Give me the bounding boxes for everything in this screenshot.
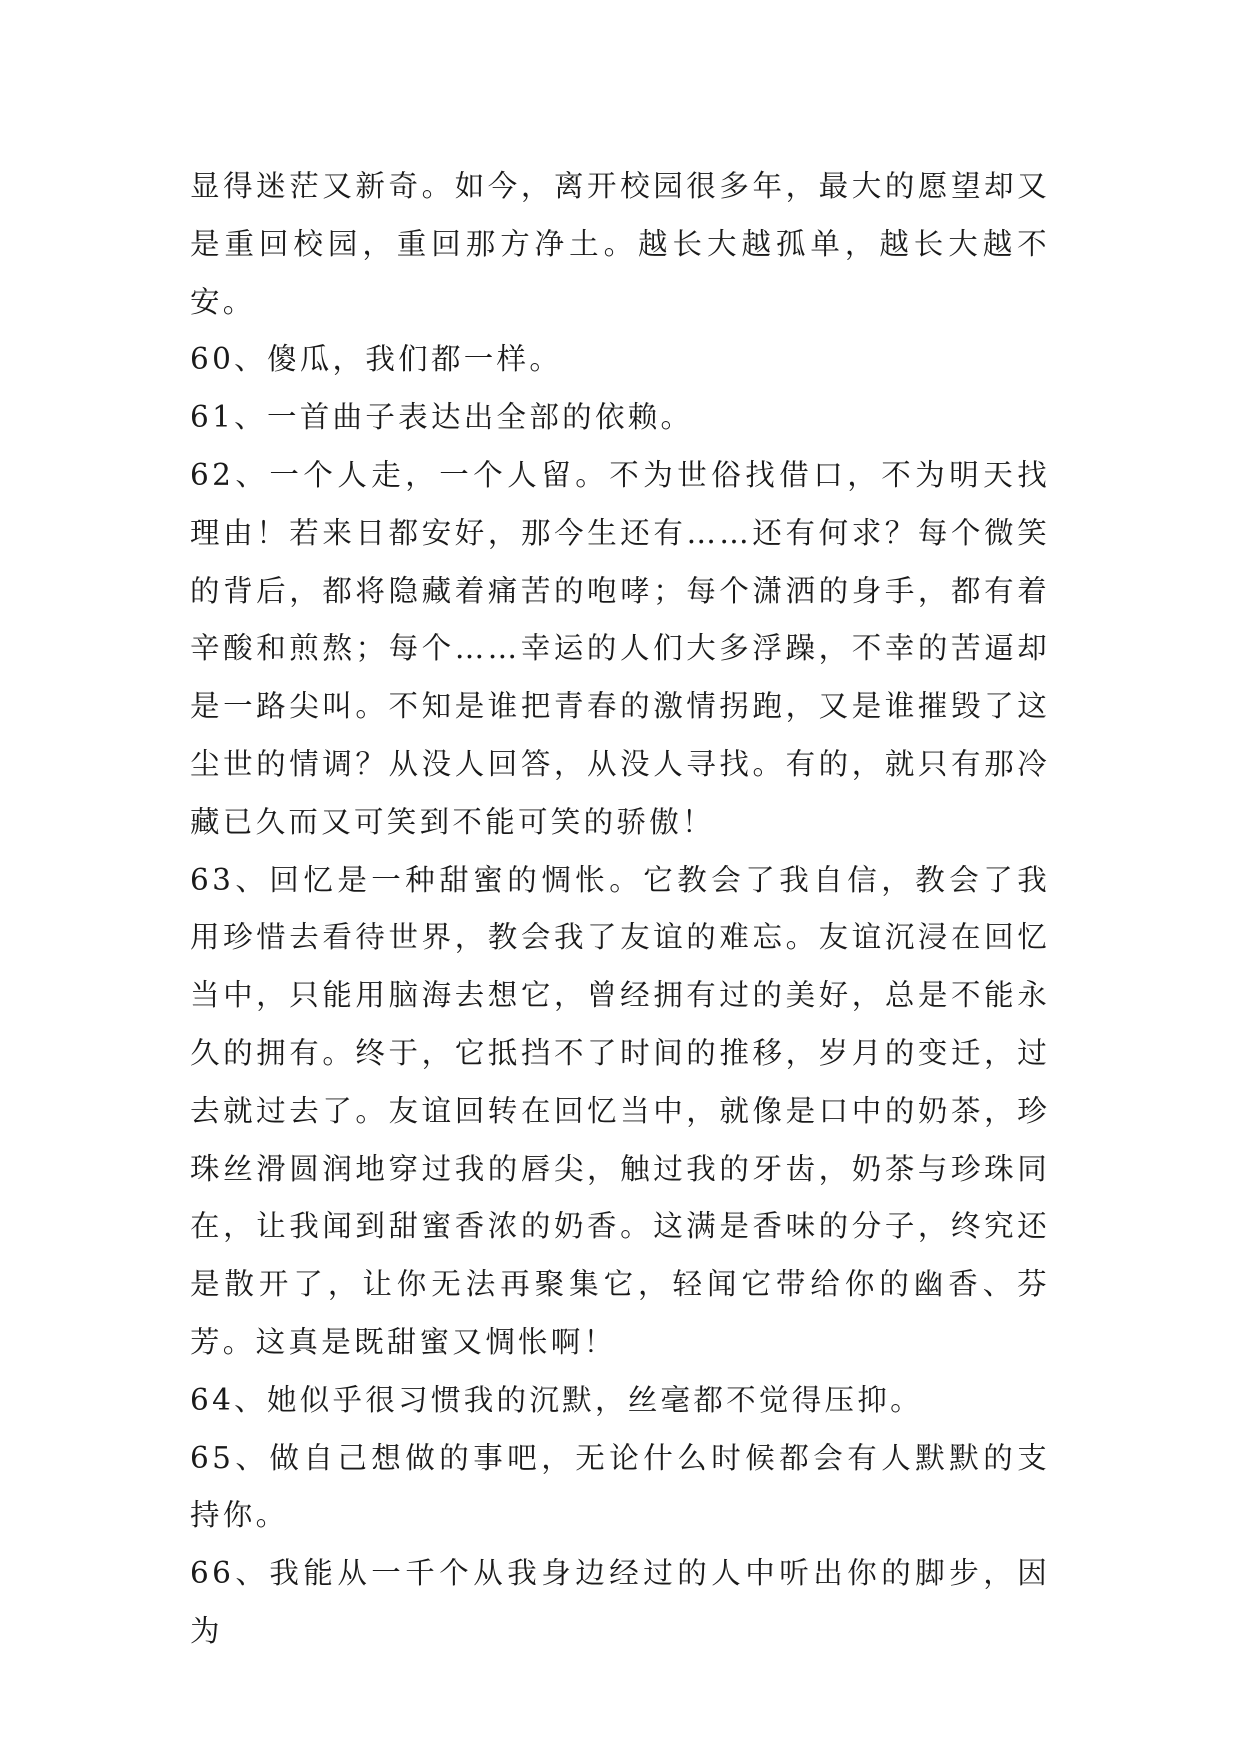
paragraph-60: 60、傻瓜，我们都一样。 xyxy=(190,342,563,377)
document-body xyxy=(190,158,1050,1661)
paragraph-66: 66、我能从一千个从我身边经过的人中听出你的脚步，因为 xyxy=(190,1556,1050,1648)
paragraph-65: 65、做自己想做的事吧，无论什么时候都会有人默默的支持你。 xyxy=(190,1440,1050,1533)
paragraph-63: 63、回忆是一种甜蜜的惆怅。它教会了我自信，教会了我用珍惜去看待世界，教会我了友谊的难忘。友谊沉浸在回忆当中，只能用脑海去想它，曾经拥有过的美好，总是不能永久的拥有。终于，它抵挡不了时间的推移，岁月的变迁，过去就过去了。友谊回转在回忆当中，就像是口中的奶茶，珍珠丝滑圆润地穿过我的唇尖，触过我的牙齿，奶茶与珍珠同在，让我闻到甜蜜香浓的奶香。这满是香味的分子，终究还是散开了，让你无法再聚集它，轻闻它带给你的幽香、芬芳。这真是既甜蜜又惆怅啊！ xyxy=(190,862,1050,1359)
paragraph-62: 62、一个人走，一个人留。不为世俗找借口，不为明天找理由！若来日都安好，那今生还有……还有何求？每个微笑的背后，都将隐藏着痛苦的咆哮；每个潇洒的身手，都有着辛酸和煎熬；每个……幸运的人们大多浮躁，不幸的苦逼却是一路尖叫。不知是谁把青春的激情拐跑，又是谁摧毁了这尘世的情调？从没人回答，从没人寻找。有的，就只有那冷藏已久而又可笑到不能可笑的骄傲！ xyxy=(190,457,1050,839)
paragraph-61: 61、一首曲子表达出全部的依赖。 xyxy=(190,400,694,435)
paragraph-continuation: 显得迷茫又新奇。如今，离开校园很多年，最大的愿望却又是重回校园，重回那方净土。越长大越孤单，越长大越不安。 xyxy=(190,169,1050,319)
paragraph-64: 64、她似乎很习惯我的沉默，丝毫都不觉得压抑。 xyxy=(190,1382,923,1417)
